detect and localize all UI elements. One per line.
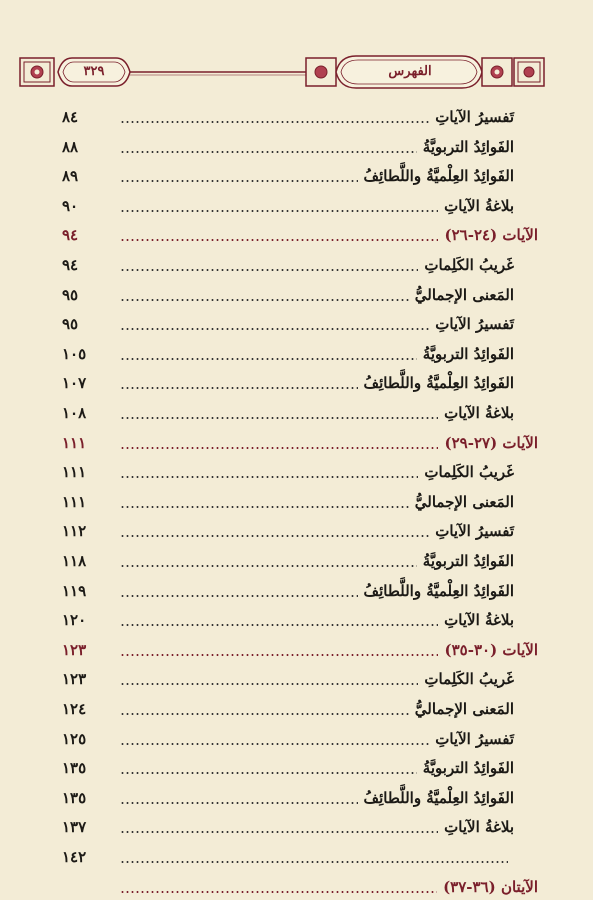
toc-entry-page-number: ١٣٥ (62, 788, 87, 807)
toc-entry-title: الفَوائِدُ العِلْميَّةُ واللَّطائِفُ (363, 581, 514, 600)
toc-entry-title: بلاغةُ الآياتِ (444, 818, 514, 837)
toc-entry-title: تَفسيرُ الآياتِ (435, 729, 514, 748)
toc-entry (60, 284, 514, 306)
header-ornament (0, 0, 593, 100)
table-of-contents (0, 98, 593, 898)
toc-section-heading (60, 432, 538, 454)
dot-leader (120, 476, 418, 478)
toc-entry-page-number: ١١١ (62, 492, 87, 511)
left-ornament-icon (20, 58, 54, 86)
dot-leader (120, 180, 358, 182)
toc-entry (60, 372, 514, 394)
toc-entry-page-number: ١١١ (62, 463, 87, 482)
toc-entry (60, 757, 514, 779)
page-title: الفهرس (388, 64, 432, 79)
toc-entry-page-number: ٩٤ (62, 256, 79, 274)
toc-entry-title: المَعنى الإجماليُّ (414, 285, 514, 304)
dot-leader (120, 506, 409, 508)
toc-entry (60, 728, 514, 750)
dot-leader (120, 358, 417, 360)
dot-leader (120, 891, 437, 893)
dot-leader (120, 831, 438, 833)
toc-entry (60, 520, 514, 542)
toc-entry (60, 136, 514, 158)
dot-leader (120, 387, 358, 389)
toc-entry (60, 106, 514, 128)
dot-leader (120, 151, 417, 153)
dot-leader (120, 595, 358, 597)
toc-entry (60, 550, 514, 572)
toc-entry-title: تَفسيرُ الآياتِ (435, 315, 514, 334)
dot-leader (120, 683, 418, 685)
toc-entry (60, 846, 514, 868)
toc-entry (60, 195, 514, 217)
toc-entry-page-number: ٨٨ (62, 137, 79, 156)
dot-leader (120, 772, 417, 774)
toc-entry-page-number: ٩٥ (62, 315, 79, 334)
toc-section-heading (60, 876, 538, 898)
toc-entry-title: المَعنى الإجماليُّ (414, 700, 514, 718)
dot-leader (120, 713, 409, 715)
toc-entry-page-number: ١٢٠ (62, 611, 87, 630)
toc-entry-title: الفَوائِدُ العِلْميَّةُ واللَّطائِفُ (363, 788, 514, 807)
toc-entry-page-number: ١٠٧ (62, 374, 87, 393)
dot-leader (120, 299, 409, 301)
toc-entry (60, 254, 514, 276)
dot-leader (120, 210, 438, 212)
dot-leader (120, 624, 438, 626)
toc-entry-title: غَريبُ الكَلِماتِ (424, 463, 514, 482)
toc-entry (60, 580, 514, 602)
toc-entry-title: بلاغةُ الآياتِ (444, 404, 514, 422)
toc-entry (60, 165, 514, 187)
toc-entry-title: الفَوائِدُ العِلْميَّةُ واللَّطائِفُ (363, 374, 514, 393)
toc-entry (60, 787, 514, 809)
toc-entry-title: الفَوائِدُ التربويَّةُ (422, 552, 514, 570)
toc-entry-page-number: ١١٨ (62, 552, 87, 570)
toc-section-heading (60, 224, 538, 246)
toc-entry-title: الفَوائِدُ العِلْميَّةُ واللَّطائِفُ (363, 167, 514, 186)
toc-entry (60, 343, 514, 365)
toc-entry-page-number: ١١١ (62, 433, 87, 452)
toc-entry-title: الآيات (٢٤-٢٦) (444, 226, 538, 245)
dot-leader (120, 328, 429, 330)
toc-entry-page-number: ١١٢ (62, 522, 87, 541)
toc-entry-page-number: ٩٥ (62, 285, 79, 304)
dot-leader (120, 565, 417, 567)
toc-entry-title: الفَوائِدُ التربويَّةُ (422, 137, 514, 156)
toc-entry (60, 313, 514, 335)
toc-entry-page-number: ٨٤ (62, 108, 79, 126)
dot-leader (120, 447, 438, 449)
dot-leader (120, 535, 429, 537)
toc-entry (60, 816, 514, 838)
page-number: ٣٢٩ (83, 64, 105, 79)
toc-entry-title: تَفسيرُ الآياتِ (435, 108, 514, 126)
dot-leader (120, 121, 429, 123)
toc-entry (60, 491, 514, 513)
toc-entry (60, 698, 514, 720)
toc-entry-page-number: ١٢٣ (62, 670, 87, 689)
toc-entry-page-number: ٩٤ (62, 226, 79, 245)
toc-entry (60, 402, 514, 424)
toc-entry-title: الآيتان (٣٦-٣٧) (443, 877, 538, 896)
toc-entry-title: بلاغةُ الآياتِ (444, 196, 514, 215)
toc-entry-page-number: ١٠٥ (62, 344, 87, 363)
toc-entry-title: الفَوائِدُ التربويَّةُ (422, 759, 514, 778)
toc-entry-page-number: ٩٠ (62, 196, 79, 215)
toc-entry (60, 609, 514, 631)
toc-entry-title: الآيات (٣٠-٣٥) (444, 640, 538, 659)
dot-leader (120, 743, 429, 745)
toc-entry-page-number: ١٣٥ (62, 759, 87, 778)
dot-leader (120, 802, 358, 804)
toc-entry-page-number: ١٣٧ (62, 818, 87, 837)
page-header (0, 0, 593, 100)
dot-leader (120, 654, 438, 656)
dot-leader (120, 861, 508, 863)
dot-leader (120, 269, 418, 271)
toc-entry-title: غَريبُ الكَلِماتِ (424, 670, 514, 689)
toc-entry-page-number: ١٢٣ (62, 640, 87, 659)
toc-entry-title: بلاغةُ الآياتِ (444, 611, 514, 630)
toc-entry-page-number: ١٢٥ (62, 729, 87, 748)
toc-entry-title: الفَوائِدُ التربويَّةُ (422, 344, 514, 363)
dot-leader (120, 239, 438, 241)
toc-entry (60, 461, 514, 483)
toc-entry-title: غَريبُ الكَلِماتِ (424, 256, 514, 274)
right-ornament-icon (514, 58, 544, 86)
dot-leader (120, 417, 438, 419)
toc-entry-page-number: ١٢٤ (62, 700, 87, 718)
toc-section-heading (60, 639, 538, 661)
toc-entry-page-number: ١١٩ (62, 581, 87, 600)
toc-entry-page-number: ٨٩ (62, 167, 79, 186)
toc-entry-page-number: ١٤٢ (62, 848, 87, 866)
toc-entry-title: الآيات (٢٧-٢٩) (444, 433, 538, 452)
toc-entry (60, 668, 514, 690)
toc-entry-title: تَفسيرُ الآياتِ (435, 522, 514, 541)
toc-entry-page-number: ١٠٨ (62, 404, 87, 422)
toc-entry-title: المَعنى الإجماليُّ (414, 492, 514, 511)
